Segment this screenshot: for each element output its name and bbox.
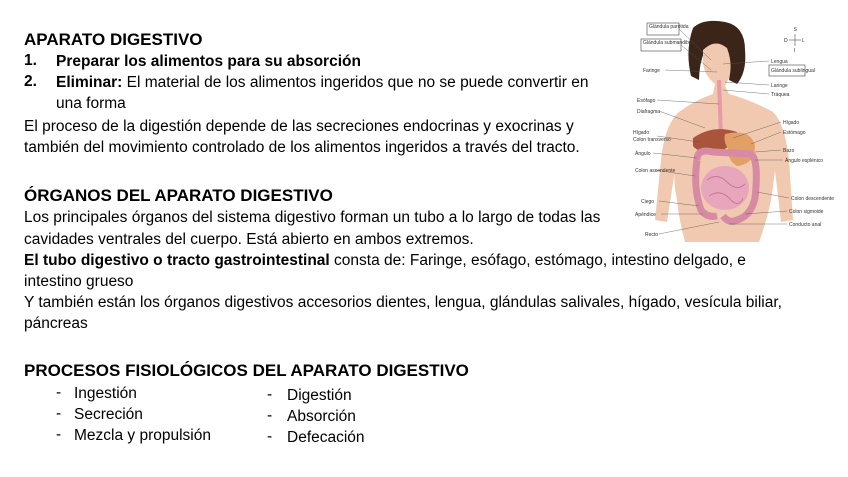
list-item bbox=[56, 51, 361, 72]
list-bullet: - bbox=[267, 407, 273, 424]
process-item: Defecación bbox=[287, 429, 365, 446]
paragraph-line: páncreas bbox=[24, 315, 88, 332]
list-item-bold: Preparar los alimentos para su absorción bbox=[56, 53, 361, 70]
figure-label: Ángulo bbox=[635, 151, 651, 157]
svg-text:L: L bbox=[802, 38, 805, 44]
figure-label: Hígado bbox=[633, 130, 650, 136]
figure-label: Bazo bbox=[783, 148, 795, 154]
figure-label: Recto bbox=[645, 232, 659, 238]
compass-icon bbox=[784, 27, 805, 54]
figure-label: Colon transverso bbox=[633, 137, 671, 143]
process-item: Secreción bbox=[74, 406, 143, 423]
list-bullet: - bbox=[56, 384, 62, 401]
esophagus-shape bbox=[719, 80, 721, 136]
figure-label: Conducto anal bbox=[789, 222, 822, 228]
list-number: 2. bbox=[24, 73, 37, 90]
process-item: Mezcla y propulsión bbox=[74, 427, 211, 444]
figure-label: Lengua bbox=[771, 59, 788, 65]
paragraph-line: Y también están los órganos digestivos accesorios dientes, lengua, glándulas salivales, hígado, vesícula biliar, bbox=[24, 294, 782, 311]
svg-text:I: I bbox=[794, 48, 796, 54]
list-bullet: - bbox=[267, 386, 273, 403]
figure-label: Glándula sublingual bbox=[771, 68, 815, 74]
small-intestine-shape bbox=[701, 166, 749, 210]
process-item: Digestión bbox=[287, 387, 352, 404]
list-item-continued: una forma bbox=[56, 95, 126, 112]
figure-label: Laringe bbox=[771, 83, 788, 89]
paragraph-line: intestino grueso bbox=[24, 273, 134, 290]
figure-label: Ángulo esplénico bbox=[785, 158, 824, 164]
section3-title: PROCESOS FISIOLÓGICOS DEL APARATO DIGESTIVO bbox=[24, 361, 469, 380]
svg-text:S: S bbox=[793, 27, 797, 33]
paragraph-line: también del movimiento controlado de los alimentos ingeridos a través del tracto. bbox=[24, 139, 580, 156]
figure-label: Diafragma bbox=[637, 109, 661, 115]
figure-label: Glándula parótida bbox=[649, 24, 689, 30]
paragraph-line: cavidades ventrales del cuerpo. Está abierto en ambos extremos. bbox=[24, 231, 474, 248]
section2-title: ÓRGANOS DEL APARATO DIGESTIVO bbox=[24, 186, 333, 205]
figure-label: Hígado bbox=[783, 120, 800, 126]
figure-label: Ciego bbox=[641, 199, 655, 205]
list-item-bold: Eliminar: bbox=[56, 74, 123, 91]
section1-title: APARATO DIGESTIVO bbox=[24, 30, 203, 49]
figure-label: Colon ascendente bbox=[635, 168, 676, 174]
figure-label: Faringe bbox=[643, 68, 660, 74]
paragraph-line bbox=[24, 250, 834, 271]
process-item: Ingestión bbox=[74, 385, 137, 402]
digestive-system-figure bbox=[633, 20, 835, 242]
figure-label: Glándula submandibular bbox=[643, 40, 698, 46]
figure-label: Esófago bbox=[637, 98, 656, 104]
list-bullet: - bbox=[56, 405, 62, 422]
list-item bbox=[56, 72, 616, 93]
list-bullet: - bbox=[267, 428, 273, 445]
figure-label: Apéndice bbox=[635, 212, 656, 218]
figure-label: Estómago bbox=[783, 130, 806, 136]
list-bullet: - bbox=[56, 426, 62, 443]
paragraph-line: Los principales órganos del sistema digestivo forman un tubo a lo largo de todas las bbox=[24, 209, 601, 226]
tube-bold: El tubo digestivo o tracto gastrointestinal bbox=[24, 252, 330, 269]
figure-label: Tráquea bbox=[771, 92, 790, 98]
process-item: Absorción bbox=[287, 408, 356, 425]
tube-text: consta de: Faringe, esófago, estómago, intestino delgado, e bbox=[329, 252, 746, 269]
figure-label: Colon descendente bbox=[791, 196, 835, 202]
figure-label: Colon sigmoide bbox=[789, 209, 824, 215]
list-number: 1. bbox=[24, 52, 37, 69]
list-item-text: El material de los alimentos ingeridos que no se puede convertir en bbox=[122, 74, 589, 91]
paragraph-line: El proceso de la digestión depende de las secreciones endocrinas y exocrinas y bbox=[24, 118, 574, 135]
svg-text:D: D bbox=[784, 38, 788, 44]
